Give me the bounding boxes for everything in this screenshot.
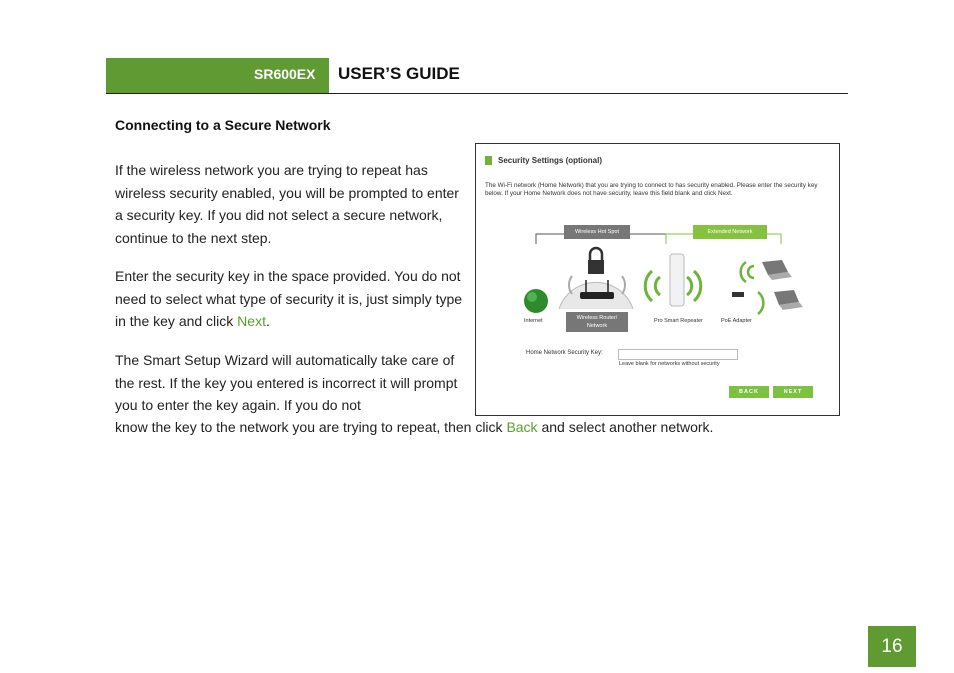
signal-wave-green	[748, 266, 754, 278]
security-key-input[interactable]	[618, 349, 738, 360]
lock-shackle	[590, 248, 602, 261]
signal-wave-green	[645, 271, 652, 301]
model-name: SR600EX	[254, 66, 316, 82]
next-reference: Next	[237, 313, 266, 329]
globe-icon	[524, 289, 548, 313]
security-key-label: Home Network Security Key:	[526, 350, 603, 356]
globe-highlight	[527, 292, 537, 302]
extended-network-label: Extended Network	[693, 225, 767, 239]
back-reference: Back	[506, 419, 538, 435]
security-key-hint: Leave blank for networks without security	[619, 361, 720, 367]
poe-adapter-icon	[732, 292, 744, 297]
guide-title: USER’S GUIDE	[338, 64, 460, 83]
internet-caption: Internet	[524, 318, 543, 324]
repeater-device-icon	[670, 254, 684, 306]
paragraph-wizard: The Smart Setup Wizard will automatically take care of the rest. If the key you entered is incorrect it will prompt you to enter the key again. If you do not	[115, 352, 458, 413]
section-title: Connecting to a Secure Network	[115, 117, 331, 133]
settings-title: Security Settings (optional)	[498, 156, 603, 165]
signal-wave-green	[741, 262, 746, 282]
header-rule	[106, 93, 848, 94]
signal-wave-green	[687, 277, 692, 295]
paragraph-text: .	[265, 313, 270, 329]
signal-wave-green	[655, 277, 660, 295]
page-number: 16	[868, 626, 916, 667]
hotspot-label: Wireless Hot Spot	[564, 225, 630, 239]
section-marker-icon	[485, 156, 492, 165]
paragraph-text: Enter the security key in the space provided. You do not need to select what type of security it is, just simply type in the key and click	[115, 268, 463, 329]
lock-icon	[588, 260, 604, 274]
paragraph-text: and select another network.	[537, 419, 714, 435]
security-settings-screenshot	[475, 143, 840, 416]
settings-description: The Wi-Fi network (Home Network) that you are trying to connect to has security enabled. Please enter the security key below. If your Home Network does not have security, leave this field blank and click Next.	[485, 182, 818, 197]
signal-wave-green	[694, 271, 701, 301]
signal-wave	[622, 276, 625, 294]
paragraph-enter-key	[115, 265, 465, 333]
poe-caption: PoE Adapter	[721, 318, 752, 324]
repeater-caption: Pro Smart Repeater	[654, 318, 703, 324]
router-label: Wireless Router/ Network	[566, 312, 628, 332]
paragraph-intro: If the wireless network you are trying to repeat has wireless security enabled, you will be prompted to enter a security key. If you did not select a secure network, continue to the next step.	[115, 162, 459, 246]
paragraph-back	[115, 416, 815, 439]
back-button[interactable]: BACK	[729, 386, 769, 398]
next-button[interactable]: NEXT	[773, 386, 813, 398]
signal-wave-green	[758, 292, 763, 314]
paragraph-text: know the key to the network you are trying to repeat, then click	[115, 419, 507, 435]
router-icon	[580, 292, 614, 299]
